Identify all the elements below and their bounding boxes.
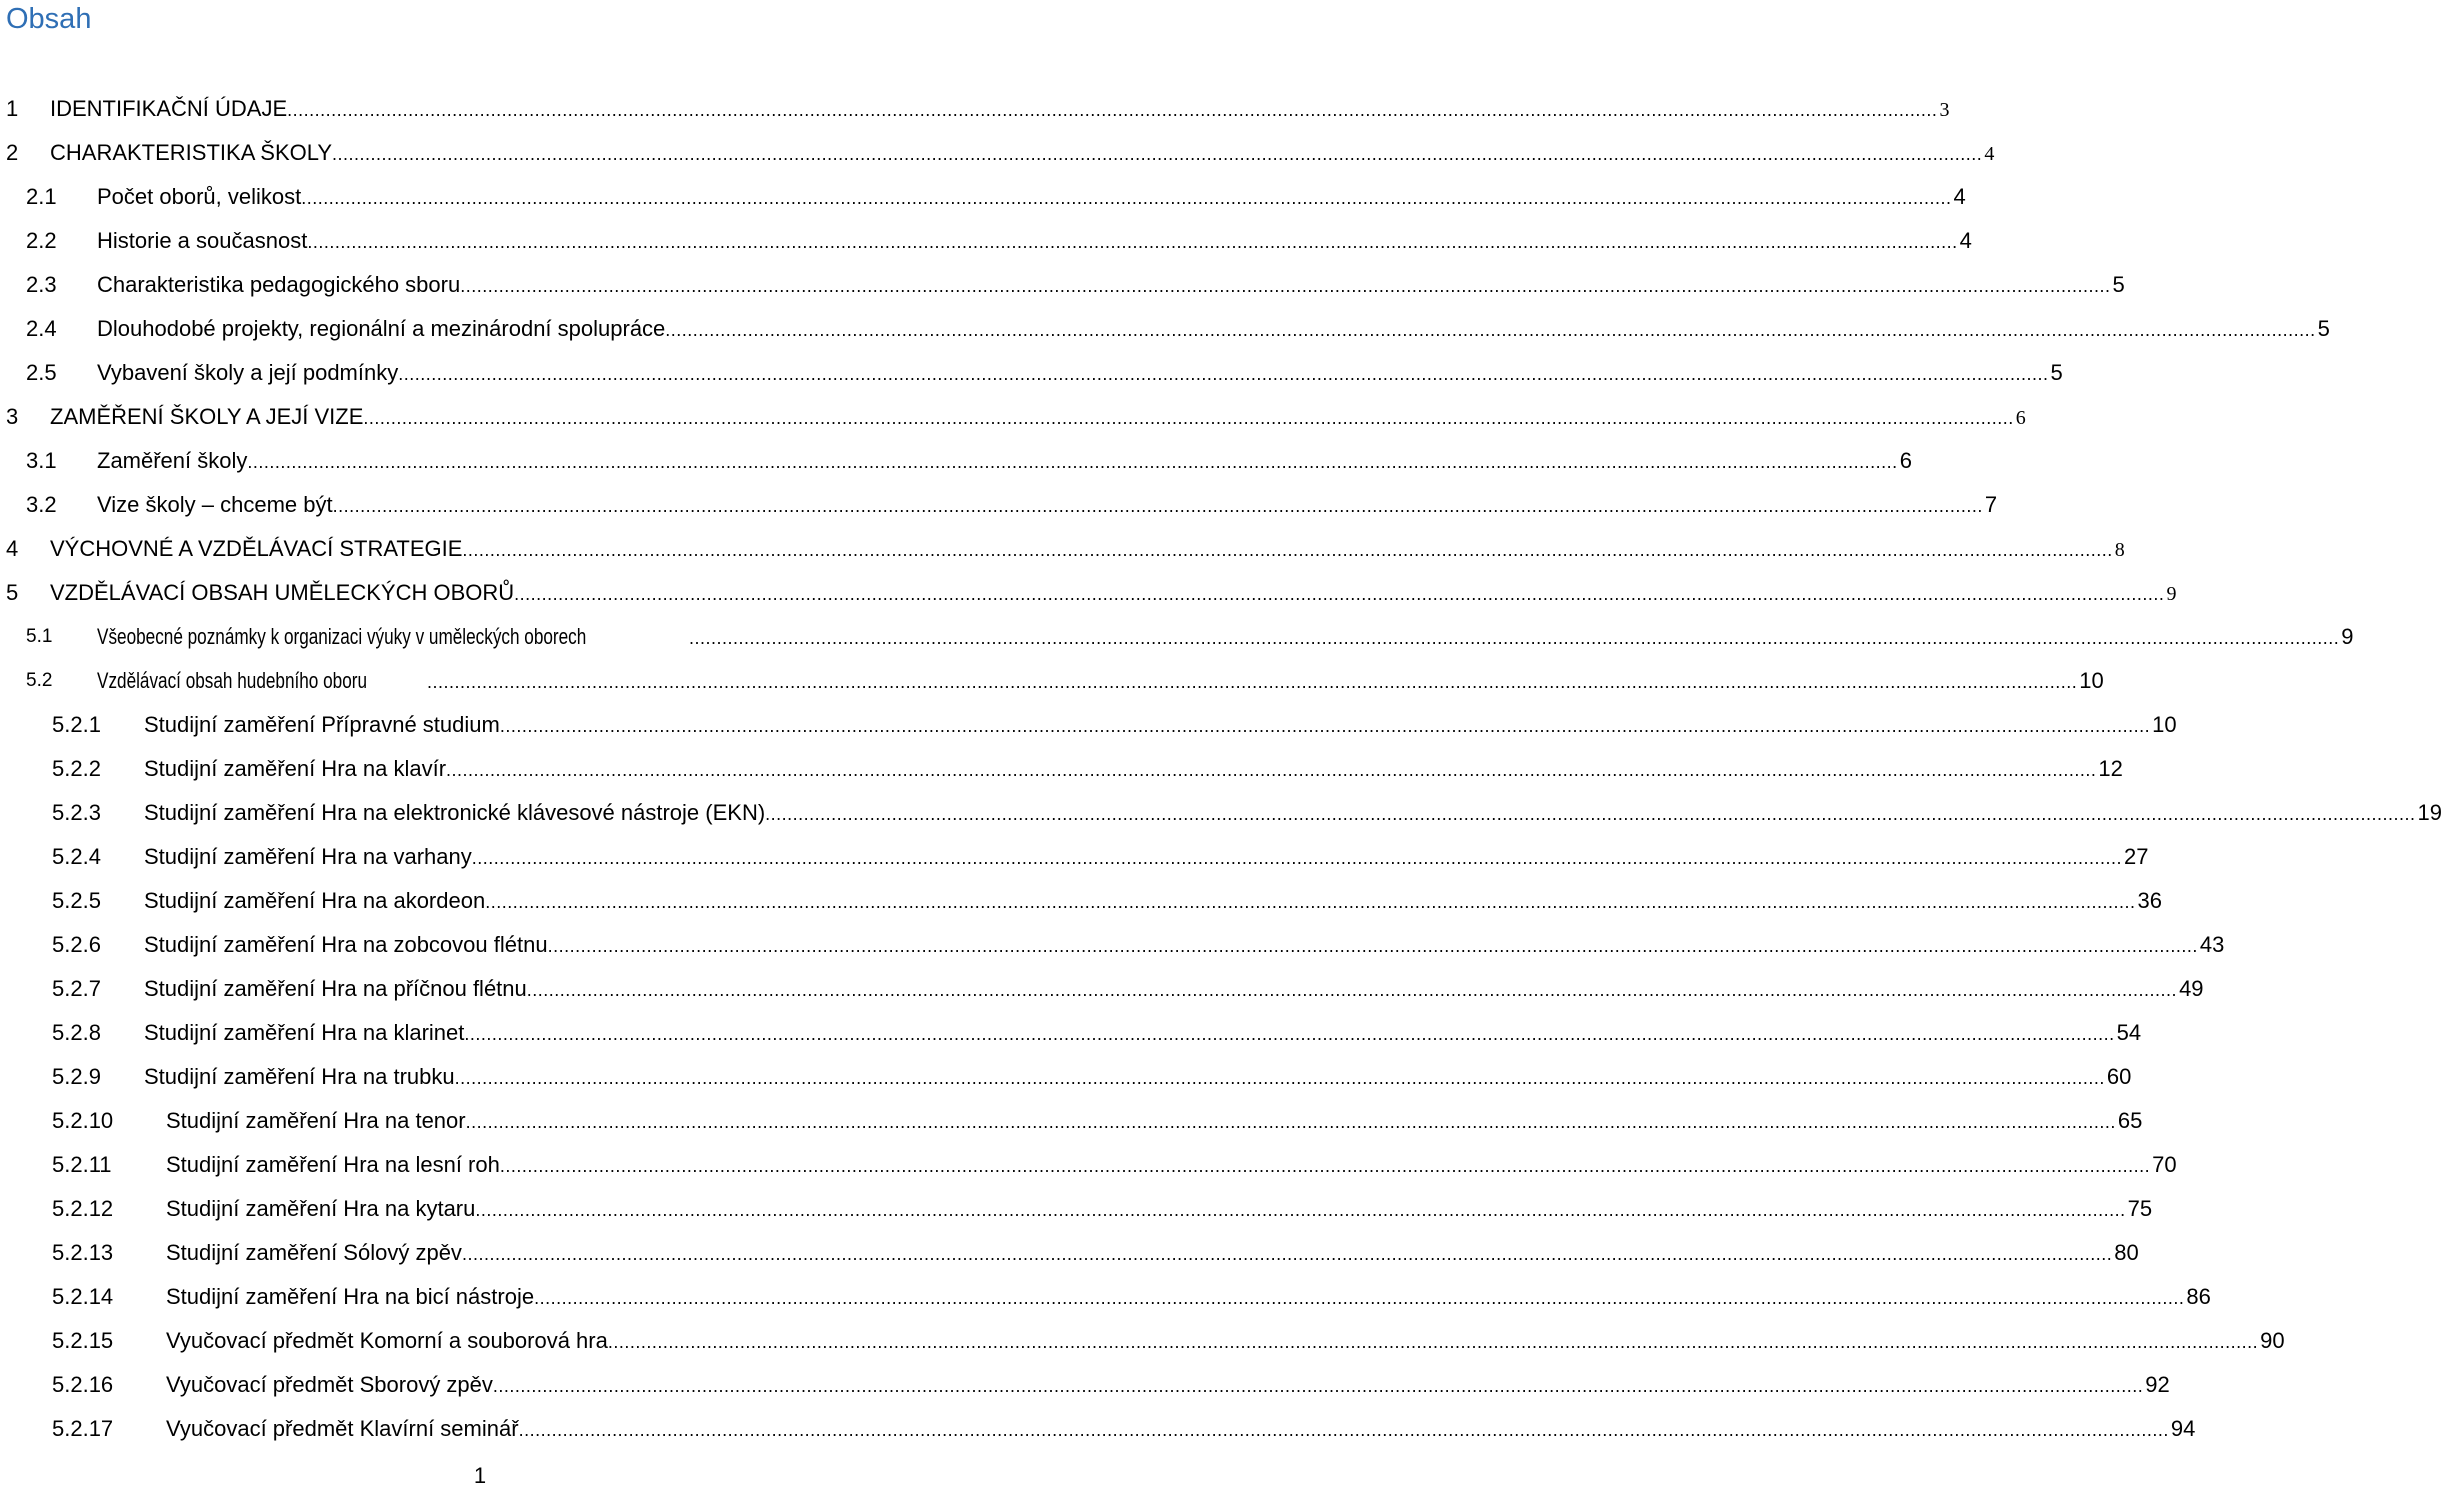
toc-entry[interactable] xyxy=(0,1018,2142,1062)
toc-entry-page: 43 xyxy=(2199,932,2225,957)
dot-leader: ............................................................................................................................................................................................................................................................................................................ xyxy=(475,1200,2126,1220)
toc-entry-label: Studijní zaměření Hra na trubku xyxy=(144,1064,455,1089)
toc-entry-page: 49 xyxy=(2179,976,2204,1001)
toc-entry-number: 5.2.5 xyxy=(52,888,101,913)
toc-entry-page: 54 xyxy=(2116,1020,2142,1045)
toc-entry[interactable] xyxy=(0,402,2026,446)
toc-entry-page: 10 xyxy=(2152,712,2177,737)
dot-leader: ............................................................................................................................................................................................................................................................................................................ xyxy=(499,1156,2151,1176)
dot-leader: ............................................................................................................................................................................................................................................................................................................ xyxy=(461,1244,2113,1264)
dot-leader: ............................................................................................................................................................................................................................................................................................................ xyxy=(460,276,2111,296)
toc-entry-number: 5.2.13 xyxy=(52,1240,114,1265)
toc-entry-label: Studijní zaměření Hra na klarinet xyxy=(144,1020,465,1045)
toc-entry-label: Studijní zaměření Hra na tenor xyxy=(166,1108,466,1133)
toc-entry-page: 60 xyxy=(2106,1064,2132,1089)
toc-entry-number: 5.2.2 xyxy=(52,756,101,781)
toc-entry-number: 5.2.15 xyxy=(52,1328,114,1353)
toc-entry-number: 5.2.9 xyxy=(52,1064,101,1089)
toc-entry-page: 3 xyxy=(1939,99,1950,121)
toc-entry-label: Studijní zaměření Hra na varhany xyxy=(144,844,472,869)
toc-entry-label: Studijní zaměření Hra na bicí nástroje xyxy=(166,1284,535,1309)
toc-entry[interactable] xyxy=(0,446,1912,490)
dot-leader: ............................................................................................................................................................................................................................................................................................................ xyxy=(499,716,2151,736)
toc-entry-page: 5 xyxy=(2050,360,2063,385)
toc-entry-page: 9 xyxy=(2166,583,2177,605)
toc-entry[interactable] xyxy=(0,182,1966,226)
toc-entry-label: IDENTIFIKAČNÍ ÚDAJE xyxy=(50,96,288,121)
toc-entry-page: 8 xyxy=(2114,539,2125,561)
toc-entry-label: Studijní zaměření Hra na akordeon xyxy=(144,888,486,913)
toc-entry[interactable] xyxy=(0,1414,2196,1458)
toc-entry-page: 75 xyxy=(2127,1196,2153,1221)
dot-leader: ............................................................................................................................................................................................................................................................................................................ xyxy=(526,980,2178,1000)
toc-entry[interactable] xyxy=(0,974,2204,1018)
toc-entry-label-text: Vzdělávací obsah hudebního oboru xyxy=(97,668,368,693)
toc-entry-label: Studijní zaměření Hra na klavír xyxy=(144,756,447,781)
toc-entry-number: 2.3 xyxy=(26,272,57,297)
toc-entry[interactable] xyxy=(0,270,2125,314)
toc-entry-number: 5.2.11 xyxy=(52,1152,112,1177)
toc-entry-label: VZDĚLÁVACÍ OBSAH UMĚLECKÝCH OBORŮ xyxy=(50,580,515,605)
toc-entry[interactable] xyxy=(0,1238,2139,1282)
toc-entry-number: 3.1 xyxy=(26,448,57,473)
toc-entry[interactable] xyxy=(0,1106,2143,1150)
toc-entry-page: 5 xyxy=(2317,316,2330,341)
toc-entry-number: 5.2.3 xyxy=(52,800,101,825)
toc-entry-number: 5.2.10 xyxy=(52,1108,114,1133)
toc-entry-page: 80 xyxy=(2114,1240,2139,1265)
toc-entry[interactable] xyxy=(0,1150,2177,1194)
toc-entry-number: 5.2.16 xyxy=(52,1372,114,1397)
toc-entry-number: 5.2.12 xyxy=(52,1196,114,1221)
toc-entry-label: Zaměření školy xyxy=(97,448,248,473)
toc-entry-label: Studijní zaměření Přípravné studium xyxy=(144,712,500,737)
toc-entry-number: 2.2 xyxy=(26,228,57,253)
toc-entry-label xyxy=(97,666,427,696)
toc-entry[interactable] xyxy=(0,1194,2153,1238)
toc-entry-label: Studijní zaměření Sólový zpěv xyxy=(166,1240,462,1265)
page-number: 1 xyxy=(473,1463,487,1488)
toc-entry-label: Studijní zaměření Hra na kytaru xyxy=(166,1196,476,1221)
dot-leader: ............................................................................................................................................................................................................................................................................................................ xyxy=(465,1112,2116,1132)
toc-entry-label: Studijní zaměření Hra na zobcovou flétnu xyxy=(144,932,548,957)
toc-entry-number: 2.1 xyxy=(26,184,57,209)
dot-leader: ............................................................................................................................................................................................................................................................................................................ xyxy=(332,144,1983,164)
toc-entry-number: 5.2.6 xyxy=(52,932,101,957)
toc-entry-page: 4 xyxy=(1953,184,1966,209)
dot-leader: ............................................................................................................................................................................................................................................................................................................ xyxy=(287,100,1938,120)
toc-entry-number: 5 xyxy=(6,580,19,605)
toc-entry[interactable] xyxy=(0,534,2125,578)
dot-leader: ............................................................................................................................................................................................................................................................................................................ xyxy=(464,1024,2115,1044)
toc-entry[interactable] xyxy=(0,886,2162,930)
toc-entry-page: 7 xyxy=(1984,492,1998,517)
toc-entry-label: Vyučovací předmět Komorní a souborová hra xyxy=(166,1328,608,1353)
toc-entry[interactable] xyxy=(0,754,2123,798)
toc-entry[interactable] xyxy=(0,138,1995,182)
toc-entry-page: 65 xyxy=(2117,1108,2143,1133)
toc-entry-number: 2.4 xyxy=(26,316,57,341)
toc-entry-label: Historie a současnost xyxy=(97,228,308,253)
toc-heading: Obsah xyxy=(6,3,92,35)
dot-leader: ............................................................................................................................................................................................................................................................................................................ xyxy=(518,1420,2169,1440)
toc-entry-page: 94 xyxy=(2170,1416,2196,1441)
toc-entry-label: VÝCHOVNÉ A VZDĚLÁVACÍ STRATEGIE xyxy=(50,536,463,561)
toc-entry[interactable] xyxy=(0,578,2177,622)
toc-entry-number: 3.2 xyxy=(26,492,57,517)
toc-entry-number: 5.2.1 xyxy=(52,712,101,737)
dot-leader: ............................................................................................................................................................................................................................................................................................................ xyxy=(301,188,1952,208)
toc-entry[interactable] xyxy=(0,666,2104,710)
toc-entry[interactable] xyxy=(0,226,1972,270)
toc-entry-label: Vyučovací předmět Sborový zpěv xyxy=(166,1372,493,1397)
toc-entry-label: Počet oborů, velikost xyxy=(97,184,302,209)
toc-entry-number: 5.2.17 xyxy=(52,1416,114,1441)
toc-entry-page: 70 xyxy=(2152,1152,2177,1177)
dot-leader: ............................................................................................................................................................................................................................................................................................................ xyxy=(485,892,2136,912)
toc-entry-label: Vize školy – chceme být xyxy=(97,492,333,517)
dot-leader: ............................................................................................................................................................................................................................................................................................................ xyxy=(363,408,2014,428)
toc-entry-page: 90 xyxy=(2260,1328,2285,1353)
dot-leader: ............................................................................................................................................................................................................................................................................................................ xyxy=(689,628,2340,648)
toc-entry[interactable] xyxy=(0,842,2149,886)
toc-entry[interactable] xyxy=(0,1370,2170,1414)
dot-leader: ............................................................................................................................................................................................................................................................................................................ xyxy=(427,672,2078,692)
toc-entry-page: 9 xyxy=(2341,624,2354,649)
dot-leader: ............................................................................................................................................................................................................................................................................................................ xyxy=(514,584,2165,604)
dot-leader: ............................................................................................................................................................................................................................................................................................................ xyxy=(665,320,2316,340)
toc-entry-page: 92 xyxy=(2145,1372,2170,1397)
toc-entry-page: 27 xyxy=(2124,844,2149,869)
toc-entry[interactable] xyxy=(0,358,2063,402)
toc-entry[interactable] xyxy=(0,314,2330,358)
toc-entry-label: Vyučovací předmět Klavírní seminář xyxy=(166,1416,519,1441)
toc-entry[interactable] xyxy=(0,490,1998,534)
toc-entry-number: 5.2.4 xyxy=(52,844,101,869)
toc-entry-number: 3 xyxy=(6,404,19,429)
toc-entry-label: Studijní zaměření Hra na příčnou flétnu xyxy=(144,976,527,1001)
dot-leader: ............................................................................................................................................................................................................................................................................................................ xyxy=(462,540,2113,560)
toc-entry-number: 4 xyxy=(6,536,19,561)
dot-leader: ............................................................................................................................................................................................................................................................................................................ xyxy=(492,1376,2144,1396)
toc-entry-number: 2 xyxy=(6,140,19,165)
toc-entry-label: ZAMĚŘENÍ ŠKOLY A JEJÍ VIZE xyxy=(50,404,364,429)
toc-entry-page: 10 xyxy=(2079,668,2104,693)
toc-entry-number: 5.2 xyxy=(26,670,53,691)
toc-entry-label: Studijní zaměření Hra na elektronické klávesové nástroje (EKN) xyxy=(144,800,766,825)
dot-leader: ............................................................................................................................................................................................................................................................................................................ xyxy=(534,1288,2185,1308)
dot-leader: ............................................................................................................................................................................................................................................................................................................ xyxy=(446,760,2097,780)
toc-entry-label: Studijní zaměření Hra na lesní roh xyxy=(166,1152,500,1177)
dot-leader: ............................................................................................................................................................................................................................................................................................................ xyxy=(247,452,1898,472)
toc-entry-number: 5.2.7 xyxy=(52,976,101,1001)
dot-leader: ............................................................................................................................................................................................................................................................................................................ xyxy=(332,496,1983,516)
toc-entry-page: 36 xyxy=(2137,888,2162,913)
dot-leader: ............................................................................................................................................................................................................................................................................................................ xyxy=(454,1068,2105,1088)
toc-entry-page: 12 xyxy=(2098,756,2123,781)
dot-leader: ............................................................................................................................................................................................................................................................................................................ xyxy=(471,848,2123,868)
dot-leader: ............................................................................................................................................................................................................................................................................................................ xyxy=(765,804,2416,824)
toc-entry-label-text: Všeobecné poznámky k organizaci výuky v uměleckých oborech xyxy=(97,624,587,649)
dot-leader: ............................................................................................................................................................................................................................................................................................................ xyxy=(398,364,2049,384)
toc-entry-page: 4 xyxy=(1959,228,1972,253)
toc-entry[interactable] xyxy=(0,622,2354,666)
toc-entry-number: 5.1 xyxy=(26,626,53,647)
dot-leader: ............................................................................................................................................................................................................................................................................................................ xyxy=(607,1332,2259,1352)
toc-entry-number: 5.2.8 xyxy=(52,1020,101,1045)
toc-entry[interactable] xyxy=(0,930,2225,974)
toc-entry-page: 19 xyxy=(2417,800,2442,825)
toc-entry-page: 6 xyxy=(1899,448,1912,473)
toc-entry[interactable] xyxy=(0,1062,2132,1106)
dot-leader: ............................................................................................................................................................................................................................................................................................................ xyxy=(547,936,2198,956)
toc-entry-number: 5.2.14 xyxy=(52,1284,114,1309)
toc-entry[interactable] xyxy=(0,1282,2211,1326)
toc-entry-number: 2.5 xyxy=(26,360,57,385)
toc-entry-label: Dlouhodobé projekty, regionální a mezinárodní spolupráce xyxy=(97,316,666,341)
toc-entry-number: 1 xyxy=(6,96,19,121)
toc-entry-label: CHARAKTERISTIKA ŠKOLY xyxy=(50,140,333,165)
toc-entry-page: 4 xyxy=(1984,143,1995,165)
toc-entry-label: Charakteristika pedagogického sboru xyxy=(97,272,461,297)
toc-entry-label: Vybavení školy a její podmínky xyxy=(97,360,399,385)
toc-entry[interactable] xyxy=(0,798,2442,842)
toc-entry-page: 86 xyxy=(2186,1284,2211,1309)
toc-entry-page: 6 xyxy=(2015,407,2026,429)
toc-entry[interactable] xyxy=(0,1326,2285,1370)
toc-entry-label xyxy=(97,622,689,652)
toc-entry-page: 5 xyxy=(2112,272,2125,297)
dot-leader: ............................................................................................................................................................................................................................................................................................................ xyxy=(307,232,1958,252)
toc-entry[interactable] xyxy=(0,94,1950,138)
toc-entry[interactable] xyxy=(0,710,2177,754)
